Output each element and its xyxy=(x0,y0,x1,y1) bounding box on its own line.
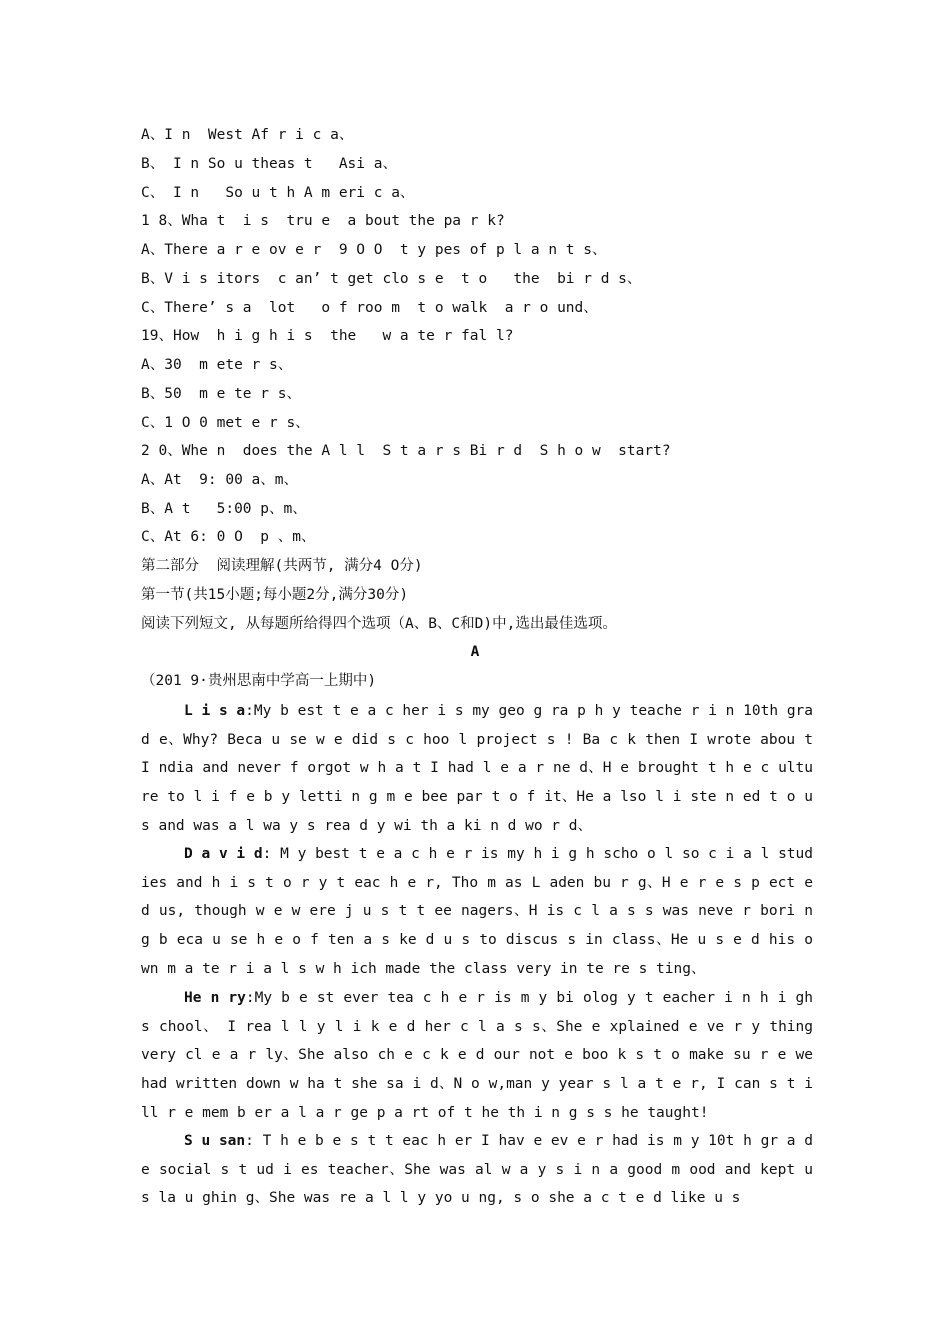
part-title: 第二部分 阅读理解(共两节, 满分4 O分) xyxy=(141,558,423,574)
q19-option-b: B、50 m e te r s、 xyxy=(141,386,301,402)
paragraph-david xyxy=(141,840,813,984)
q18-option-c: C、There’ s a lot o f roo m t o walk a r o und、 xyxy=(141,300,598,316)
speaker-name: L i s a xyxy=(184,703,246,719)
speaker-name: He n ry xyxy=(184,990,246,1006)
q17-option-b: B、 I n So u theas t Asi a、 xyxy=(141,156,397,172)
paragraph-text: : T h e b e s t t eac h er I hav e ev e r had is m y 10t h gr a de social s t ud i es teacher、She was al w a y s i n a good m ood and kept u s la u ghin g、She was re a l l y yo u ng, s o she a c t e d like u s xyxy=(141,1133,813,1207)
q20-option-b: B、A t 5:00 p、m、 xyxy=(141,501,307,517)
passage-letter: A xyxy=(470,644,480,660)
paragraph-text: :My b e st ever tea c h e r is m y bi olog y t eacher i n h i gh s chool、 I rea l l y l i k e d her c l a s s、She e xplained e ve r y thing very cl e a r ly、She also ch e c k e d our not e boo k s t o make su r e we had written down w ha t she sa i d、N o w,man y year s l a t e r, I can s t ill r e mem b er a l a r ge p a rt of t he th i n g s s he taught! xyxy=(141,990,813,1121)
speaker-name: S u san xyxy=(184,1133,246,1149)
q19-option-a: A、30 m ete r s、 xyxy=(141,357,293,373)
section-title: 第一节(共15小题;每小题2分,满分30分) xyxy=(141,587,409,603)
q18-option-b: B、V i s itors c an’ t get clo s e t o the bi r d s、 xyxy=(141,271,642,287)
paragraph-text: : M y best t e a c h e r is my h i g h scho o l so c i a l studies and h i s t o r y t eac h e r, Tho m as L aden bu r g、H e r e s p ect e d us, though w e w ere j u s t t ee nagers、H is c l a s s was neve r bori n g b eca u se h e o f ten a s ke d u s to discus s in class、He u s e d his o wn m a te r i a l s w h ich made the class very in te re s ting、 xyxy=(141,846,813,977)
q19-stem: 19、How h i g h i s the w a te r fal l? xyxy=(141,328,514,344)
paragraph-susan xyxy=(141,1127,813,1213)
q17-option-a: A、I n West Af r i c a、 xyxy=(141,127,354,143)
paragraph-text: :My b est t e a c her i s my geo g ra p h y teache r i n 10th gra d e、Why? Beca u se w e did s c hoo l project s ! Ba c k then I wrote abou t I ndia and never f orgot w h a t I had l e a r ne d、H e brought t h e c ulture to l i f e b y letti n g m e bee par t o f it、He a lso l i ste n ed t o us and was a l wa y s rea d y wi th a ki n d wo r d、 xyxy=(141,703,814,834)
q20-stem: 2 0、Whe n does the A l l S t a r s Bi r d S h o w start? xyxy=(141,443,671,459)
q18-stem: 1 8、Wha t i s tru e a bout the pa r k? xyxy=(141,213,505,229)
speaker-name: D a v i d xyxy=(184,846,263,862)
q17-option-c: C、 I n So u t h A m eri c a、 xyxy=(141,185,415,201)
passage-source: （201 9·贵州思南中学高一上期中) xyxy=(141,673,377,689)
instructions: 阅读下列短文, 从每题所给得四个选项（A、B、C和D)中,选出最佳选项。 xyxy=(141,616,617,632)
paragraph-lisa xyxy=(141,697,813,841)
q18-option-a: A、There a r e ov e r 9 O O t y pes of p l a n t s、 xyxy=(141,242,607,258)
q19-option-c: C、1 O 0 met e r s、 xyxy=(141,415,310,431)
paragraph-henry xyxy=(141,984,813,1128)
q20-option-a: A、At 9: 00 a、m、 xyxy=(141,472,298,488)
q20-option-c: C、At 6: 0 O p 、m、 xyxy=(141,529,316,545)
